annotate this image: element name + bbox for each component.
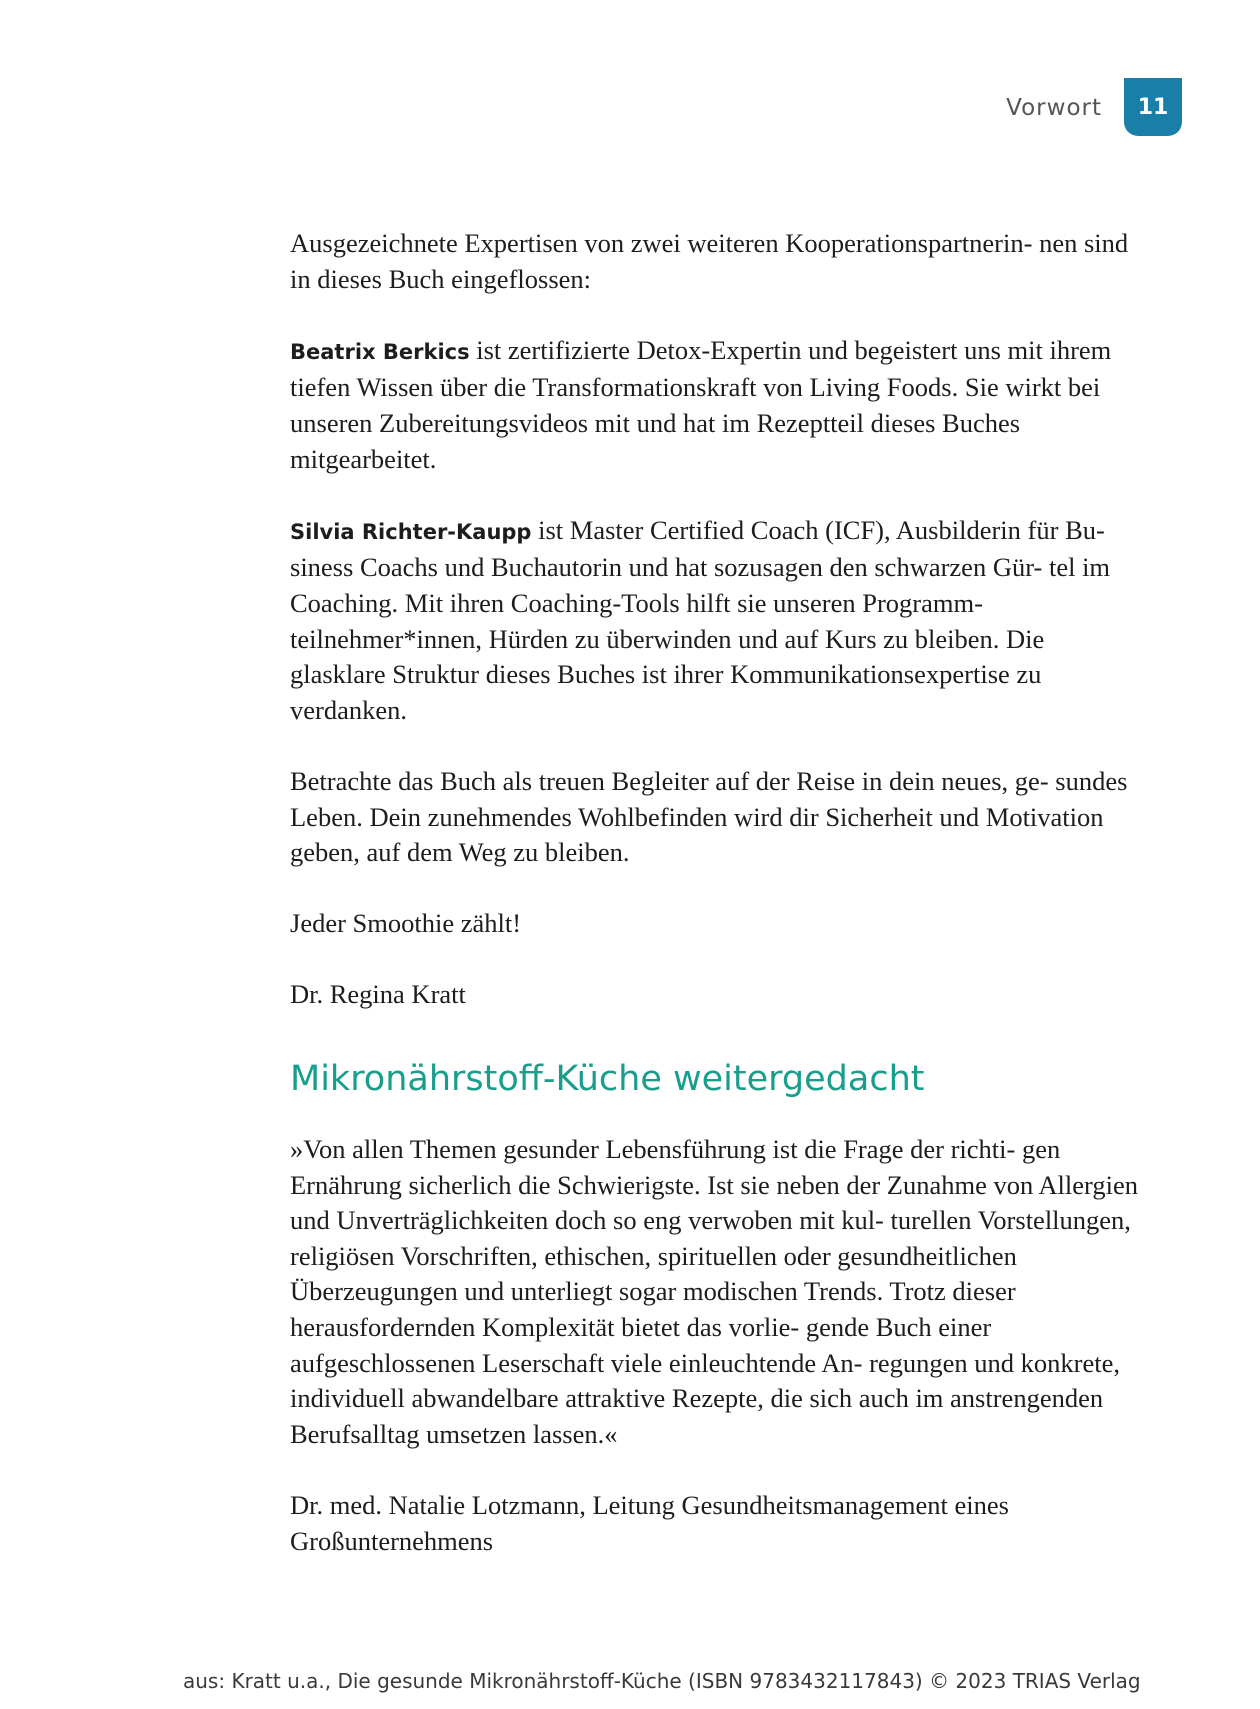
closing-paragraph: Betrachte das Buch als treuen Begleiter auf der Reise in dein neues, ge- sundes Leben. Dein zunehmendes Wohlbefinden wird dir Sicherheit und Motivation geben, auf dem Weg zu bleiben. bbox=[290, 765, 1128, 868]
person-name-richter-kaupp: Silvia Richter-Kaupp bbox=[290, 519, 532, 544]
main-text bbox=[290, 226, 1140, 1595]
richter-kaupp-text: ist Master Certified Coach (ICF), Ausbilderin für Bu- siness Coachs und Buchautorin und hat sozusagen den schwarzen Gür- tel im Coaching. Mit ihren Coaching-Tools hilft sie unseren Programm- teilnehmer*innen, Hürden zu überwinden und auf Kurs zu bleiben. Die glasklare Struktur dieses Buches ist ihrer Kommunikationsexpertise zu verdanken. bbox=[290, 514, 1111, 725]
intro-paragraph: Ausgezeichnete Expertisen von zwei weiteren Kooperationspartnerin- nen sind in dieses Buch eingeflossen: bbox=[290, 228, 1129, 294]
section-heading: Mikronährstoff-Küche weitergedacht bbox=[290, 1059, 925, 1100]
testimonial-attribution: Dr. med. Natalie Lotzmann, Leitung Gesundheitsmanagement eines Großunternehmens bbox=[290, 1490, 1009, 1556]
person-name-berkics: Beatrix Berkics bbox=[290, 339, 470, 364]
running-head bbox=[1006, 78, 1182, 136]
testimonial-quote: »Von allen Themen gesunder Lebensführung ist die Frage der richti- gen Ernährung sicherlich die Schwierigste. Ist sie neben der Zunahme von Allergien und Unverträglichkeiten doch so eng verwoben mit kul- turellen Vorstellungen, religiösen Vorschriften, ethischen, spirituellen oder gesundheitlichen Überzeugungen und unterliegt sogar modischen Trends. Trotz dieser herausfordernden Komplexität bietet das vorlie- gende Buch einer aufgeschlossenen Leserschaft viele einleuchtende An- regungen und konkrete, individuell abwandelbare attraktive Rezepte, die sich auch im anstrengenden Berufsalltag umsetzen lassen.« bbox=[290, 1134, 1138, 1449]
slogan: Jeder Smoothie zählt! bbox=[290, 908, 522, 939]
berkics-paragraph bbox=[290, 333, 1140, 477]
signature: Dr. Regina Kratt bbox=[290, 979, 466, 1010]
richter-kaupp-paragraph bbox=[290, 513, 1140, 729]
page-number-tab: 11 bbox=[1124, 78, 1182, 136]
section-title: Vorwort bbox=[1006, 95, 1102, 121]
source-footer: aus: Kratt u.a., Die gesunde Mikronährstoff-Küche (ISBN 9783432117843) © 2023 TRIAS Verlag bbox=[183, 1669, 1141, 1693]
berkics-text: ist zertifizierte Detox-Expertin und begeistert uns mit ihrem tiefen Wissen über die Transformationskraft von Living Foods. Sie wirkt bei unseren Zubereitungsvideos mit und hat im Rezeptteil dieses Buches mitgearbeitet. bbox=[290, 334, 1112, 474]
